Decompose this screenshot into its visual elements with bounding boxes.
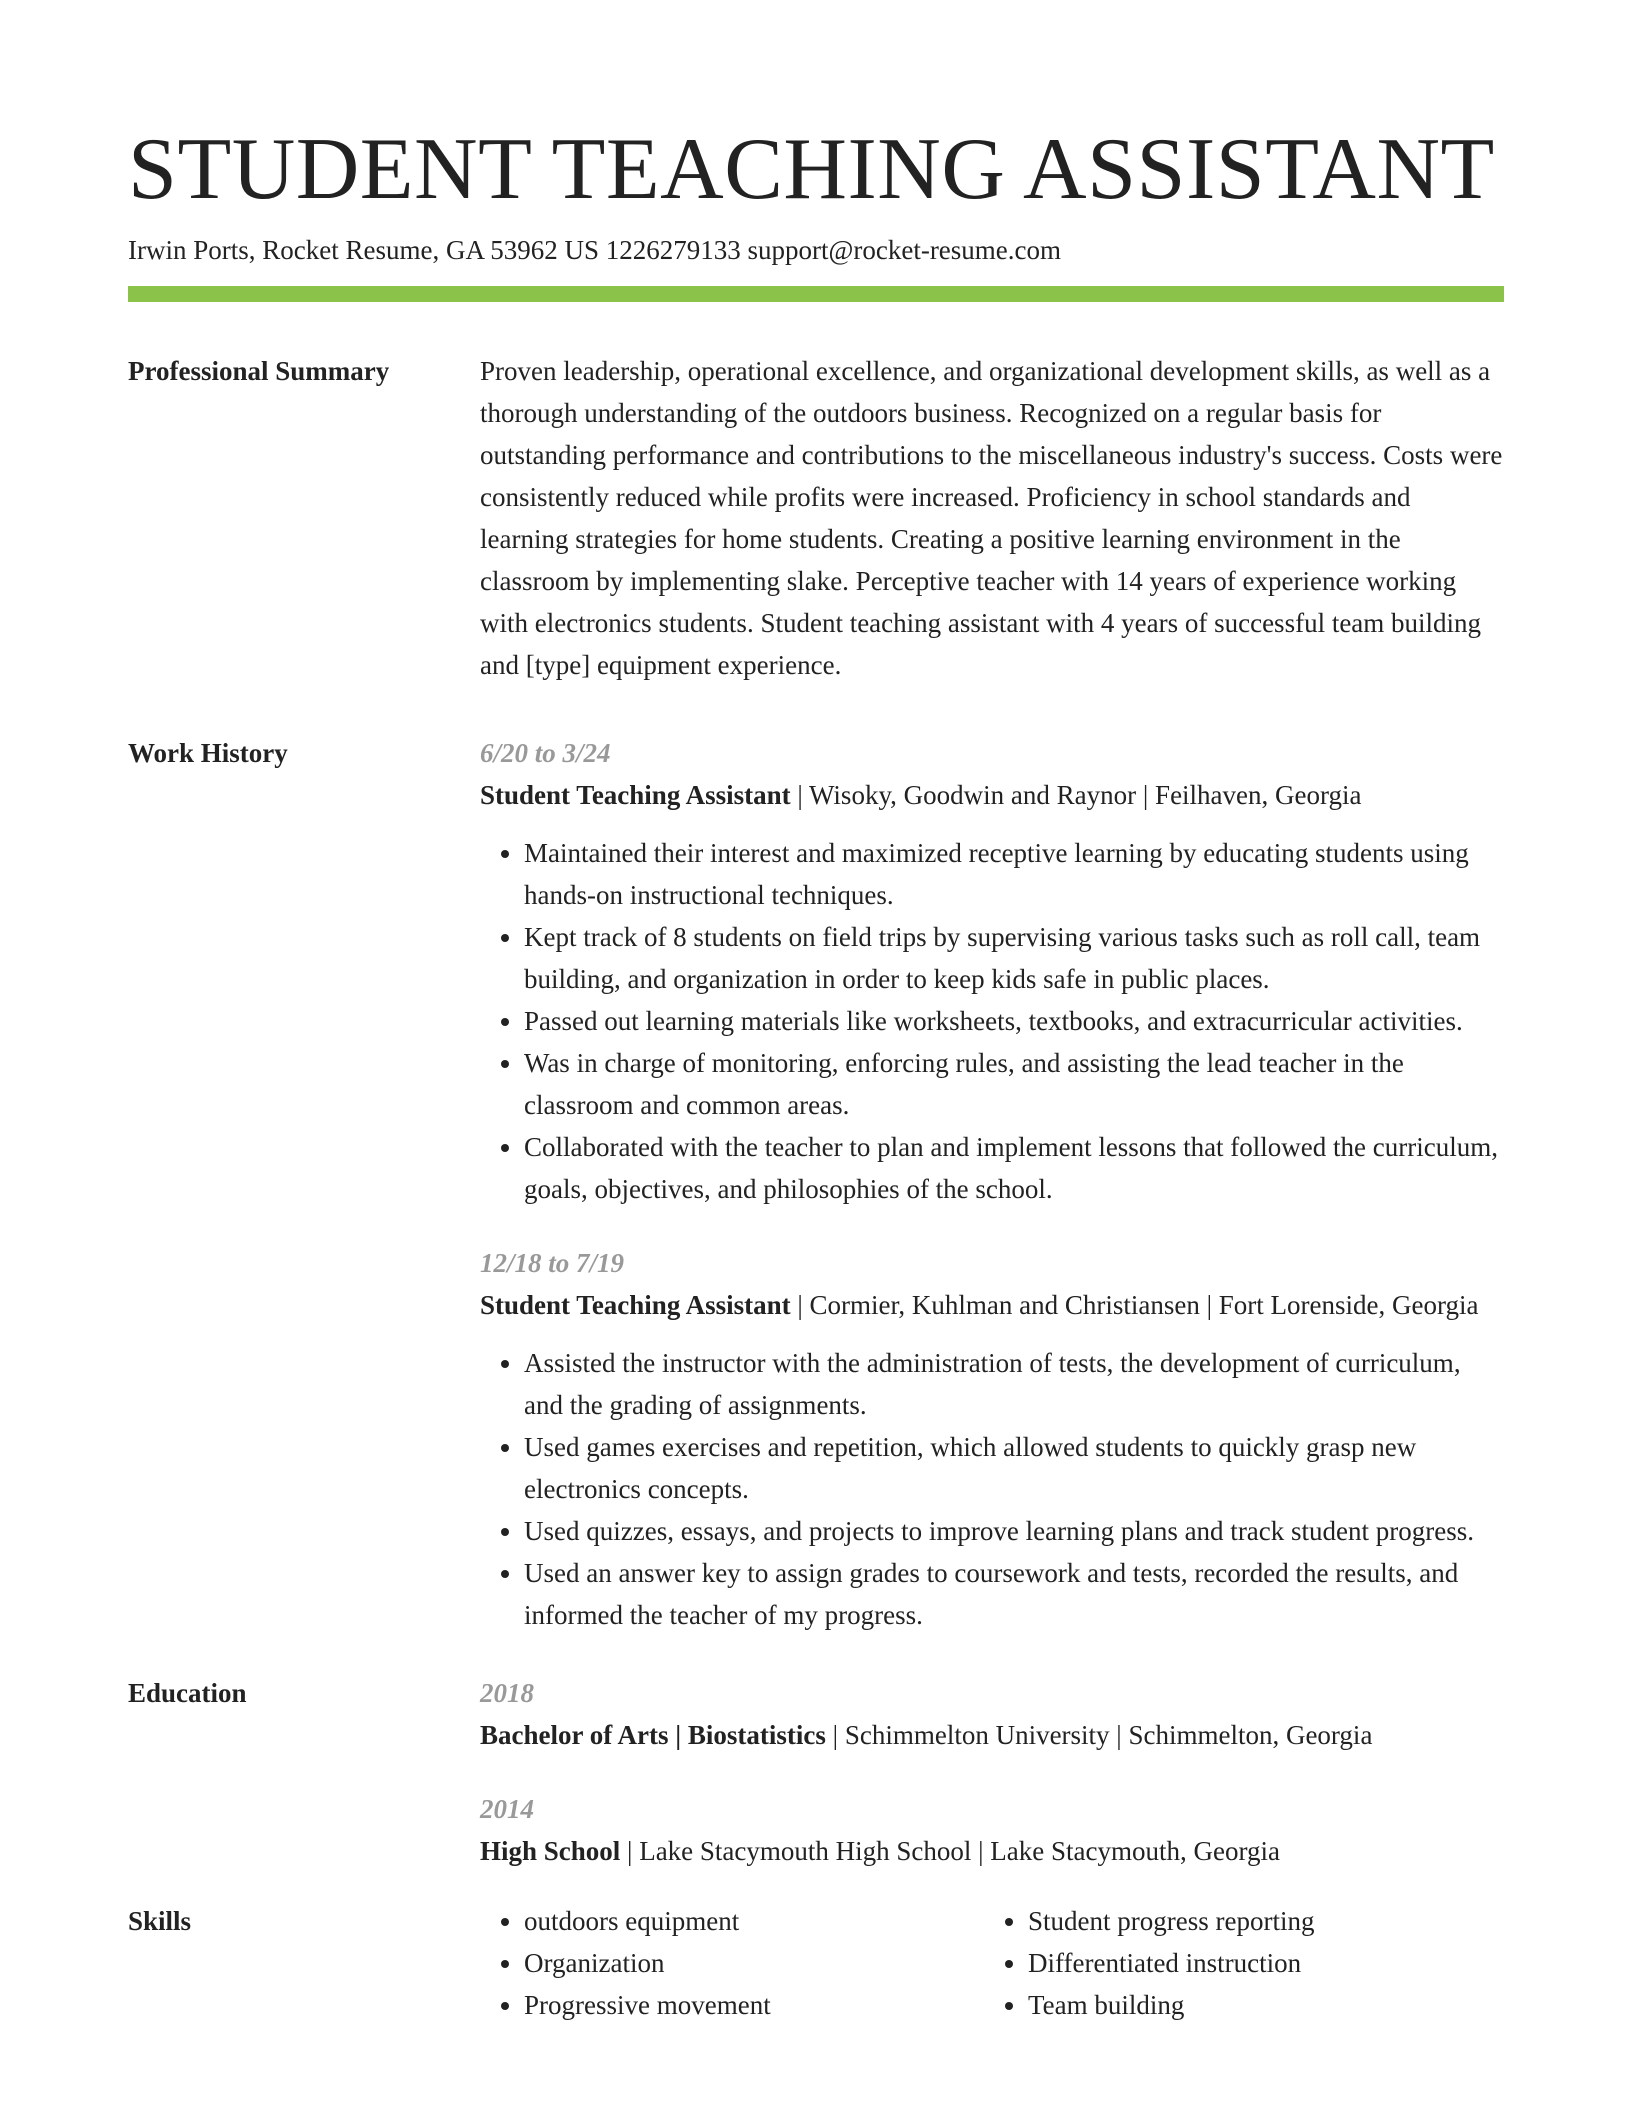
job-details: | Cormier, Kuhlman and Christiansen | Fort Lorenside, Georgia [790, 1290, 1479, 1320]
contact-email: support@rocket-resume.com [747, 235, 1062, 265]
job-bullets [480, 832, 1504, 1210]
education-details: | Lake Stacymouth High School | Lake Stacymouth, Georgia [620, 1836, 1280, 1866]
job-role-line [480, 1284, 1504, 1326]
list-item: • Kept track of 8 students on field trips by supervising various tasks such as roll call, team building, and organization in order to keep kids safe in public places. [524, 916, 1504, 1000]
education-line [480, 1830, 1504, 1872]
education-line [480, 1714, 1504, 1756]
list-item: • Assisted the instructor with the administration of tests, the development of curriculum, and the grading of assignments. [524, 1342, 1504, 1426]
list-item: • Collaborated with the teacher to plan and implement lessons that followed the curriculum, goals, objectives, and philosophies of the school. [524, 1126, 1504, 1210]
job-entry [480, 1242, 1504, 1636]
list-item: • Passed out learning materials like worksheets, textbooks, and extracurricular activities. [524, 1000, 1504, 1042]
skills-heading: Skills [128, 1906, 192, 1936]
resume-page [128, 118, 1504, 2026]
education-degree: High School [480, 1836, 621, 1866]
work-history-section [128, 736, 1504, 1636]
skill-item: • Student progress reporting [1028, 1900, 1488, 1942]
skills-column-1 [480, 1900, 984, 2026]
education-year: 2018 [480, 1678, 534, 1708]
job-bullets [480, 1342, 1504, 1636]
summary-section [128, 354, 1504, 686]
contact-line [128, 232, 1504, 268]
skill-item: • Differentiated instruction [1028, 1942, 1488, 1984]
education-year: 2014 [480, 1794, 534, 1824]
skill-item: • Progressive movement [524, 1984, 984, 2026]
job-details: | Wisoky, Goodwin and Raynor | Feilhaven, Georgia [790, 780, 1362, 810]
list-item: • Used an answer key to assign grades to coursework and tests, recorded the results, and informed the teacher of my progress. [524, 1552, 1504, 1636]
job-entry [480, 732, 1504, 1210]
education-entry [480, 1672, 1504, 1756]
education-heading: Education [128, 1678, 247, 1708]
list-item: • Used quizzes, essays, and projects to improve learning plans and track student progress. [524, 1510, 1504, 1552]
list-item: • Used games exercises and repetition, which allowed students to quickly grasp new electronics concepts. [524, 1426, 1504, 1510]
skills-columns [480, 1900, 1504, 2026]
resume-title: STUDENT TEACHING ASSISTANT [128, 121, 1495, 218]
job-dates: 6/20 to 3/24 [480, 738, 611, 768]
education-section [128, 1676, 1504, 1872]
list-item: • Was in charge of monitoring, enforcing rules, and assisting the lead teacher in the classroom and common areas. [524, 1042, 1504, 1126]
skills-column-2 [984, 1900, 1488, 2026]
contact-address: Rocket Resume, GA 53962 US [262, 235, 599, 265]
education-degree: Bachelor of Arts | Biostatistics [480, 1720, 826, 1750]
skill-item: • Team building [1028, 1984, 1488, 2026]
job-role-line [480, 774, 1504, 816]
skill-item: • outdoors equipment [524, 1900, 984, 1942]
skills-section [128, 1904, 1504, 2026]
education-entry [480, 1788, 1504, 1872]
work-history-heading: Work History [128, 738, 288, 768]
contact-name: Irwin Ports, [128, 235, 256, 265]
summary-text: Proven leadership, operational excellence, and organizational development skills, as well as a thorough understanding of the outdoors business. Recognized on a regular basis for outstanding performance and contributions to the miscellaneous industry's success. Costs were consistently reduced while profits were increased. Proficiency in school standards and learning strategies for home students. Creating a positive learning environment in the classroom by implementing slake. Perceptive teacher with 14 years of experience working with electronics students. Student teaching assistant with 4 years of successful team building and [type] equipment experience. [480, 356, 1503, 680]
job-title: Student Teaching Assistant [480, 1290, 791, 1320]
contact-phone: 1226279133 [605, 235, 741, 265]
list-item: • Maintained their interest and maximized receptive learning by educating students using hands-on instructional techniques. [524, 832, 1504, 916]
job-title: Student Teaching Assistant [480, 780, 791, 810]
accent-divider [128, 286, 1504, 302]
job-dates: 12/18 to 7/19 [480, 1248, 625, 1278]
skill-item: • Organization [524, 1942, 984, 1984]
summary-heading: Professional Summary [128, 356, 390, 386]
education-details: | Schimmelton University | Schimmelton, Georgia [825, 1720, 1373, 1750]
